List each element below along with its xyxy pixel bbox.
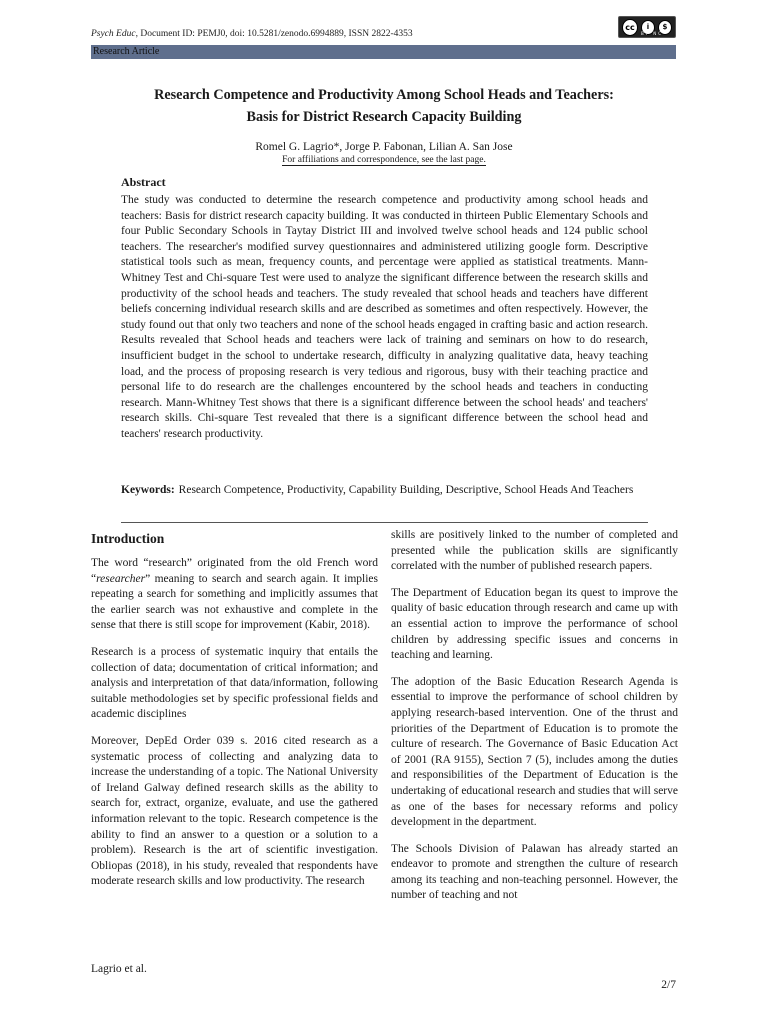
keywords-list: Research Competence, Productivity, Capability Building, Descriptive, School Heads And Teachers xyxy=(178,484,634,496)
journal-citation-line xyxy=(91,28,561,40)
page-number: 2/7 xyxy=(661,979,676,991)
paragraph: skills are positively linked to the number of completed and presented while the publication skills are significantly correlated with the number of published research papers. xyxy=(391,529,678,573)
article-title xyxy=(100,84,668,128)
journal-name: Psych Educ xyxy=(91,29,136,39)
footer-author: Lagrio et al. xyxy=(91,963,147,975)
noncommercial-icon: $ xyxy=(658,20,672,35)
paragraph: Moreover, DepEd Order 039 s. 2016 cited research as a systematic process of collecting and analyzing data to increase the understanding of a topic. The National University of Ireland Galway defined research skills as the ability to search for, extract, organize, evaluate, and use the gathered information relevant to the topic. Research competence is the ability to find an answer to a question or a solution to a problem). Research is the art of scientific investigation. Obliopas (2018), in his study, revealed that respondents have moderate research skills and low productivity. The research xyxy=(91,734,378,888)
creative-commons-license-badge[interactable] xyxy=(618,16,676,38)
italic-term: researcher xyxy=(96,572,146,585)
title-line-1: Research Competence and Productivity Among School Heads and Teachers: xyxy=(154,87,614,103)
paragraph: The Department of Education began its quest to improve the quality of basic education through research and came up with an essential action to improve the performance of school children by addressing specific issues and concerns in teaching and learning. xyxy=(391,586,678,662)
article-type-bar: Research Article xyxy=(91,45,676,59)
abstract-divider xyxy=(121,522,648,523)
keywords-block xyxy=(121,483,648,499)
body-column-right xyxy=(391,528,678,915)
paragraph: Research is a process of systematic inquiry that entails the collection of data; documentation of critical information; and analysis and interpretation of that data/information, following suitable methodologies set by specific professional fields and academic disciplines xyxy=(91,645,378,721)
abstract-heading: Abstract xyxy=(121,175,166,189)
paragraph: The Schools Division of Palawan has already started an endeavor to promote and strengthen the culture of research among its teaching and non-teaching personnel. However, the number of teaching and not xyxy=(391,842,678,902)
attribution-icon: i xyxy=(641,20,655,35)
paragraph: The adoption of the Basic Education Research Agenda is essential to improve the performance of school children by applying research-based intervention. One of the thrust and priorities of the Department of Education is to promote the culture of research. The Governance of Basic Education Act of 2001 (RA 9155), Section 7 (5), includes among the duties and responsibilities of the Department of Education is the undertaking of educational research and studies that will serve as one of the bases for necessary reforms and policy development in the department. xyxy=(391,675,678,829)
introduction-heading: Introduction xyxy=(91,531,165,546)
body-column-left xyxy=(91,528,378,901)
affiliation-link[interactable]: For affiliations and correspondence, see the last page. xyxy=(282,155,486,165)
title-line-2: Basis for District Research Capacity Building xyxy=(246,109,522,125)
paragraph: The word “research” originated from the old French word “researcher” meaning to search and search again. It implies repeating a search for something and implicitly assumes that the earlier search was not exhaustive and complete in the sense that there is still scope for improvement (Kabir, 2018). xyxy=(91,557,378,632)
affiliation-note[interactable] xyxy=(100,154,668,167)
cc-icon: cc xyxy=(622,19,638,36)
license-label: BY NC xyxy=(641,31,664,36)
keywords-label: Keywords: xyxy=(121,484,175,496)
author-list: Romel G. Lagrio*, Jorge P. Fabonan, Lilian A. San Jose xyxy=(255,141,513,153)
document-info: , Document ID: PEMJ0, doi: 10.5281/zenodo.6994889, ISSN 2822-4353 xyxy=(135,29,413,39)
abstract-text: The study was conducted to determine the research competence and productivity among school heads and teachers: Basis for district research capacity building. It was conducted in thirteen Public Elementary Schools and four Public Secondary Schools in Taytay District III and involved twelve school heads and 124 public school teachers. The researcher's modified survey questionnaires and administered utilizing google form. Descriptive statistical tools such as mean, frequency counts, and percentage were applied as statistical treatments. Mann-Whitney Test and Chi-square Test were used to analyze the significant difference between the research skills and productivity of the school heads and teachers. The study revealed that school heads and teachers have different beliefs concerning individual research skills and are described as sometimes and often respectively. However, the study found out that only two teachers and none of the school heads engaged in crafting basic and action research. Results revealed that School heads and teachers were lack of training and seminars on how to do research, insufficient budget in the school to undertake research, difficulty in analyzing qualitative data, heavy teaching load, and the process of proposing research is very tedious and rigorous, busy with their teaching practice and personal life to do research are the challenges encountered by the school heads and teachers in conducting research. Mann-Whitney Test shows that there is a significant difference between the school heads' and teachers' research skills. Chi-square Test revealed that there is a significant difference between the school head and teachers' research productivity. xyxy=(121,194,648,440)
